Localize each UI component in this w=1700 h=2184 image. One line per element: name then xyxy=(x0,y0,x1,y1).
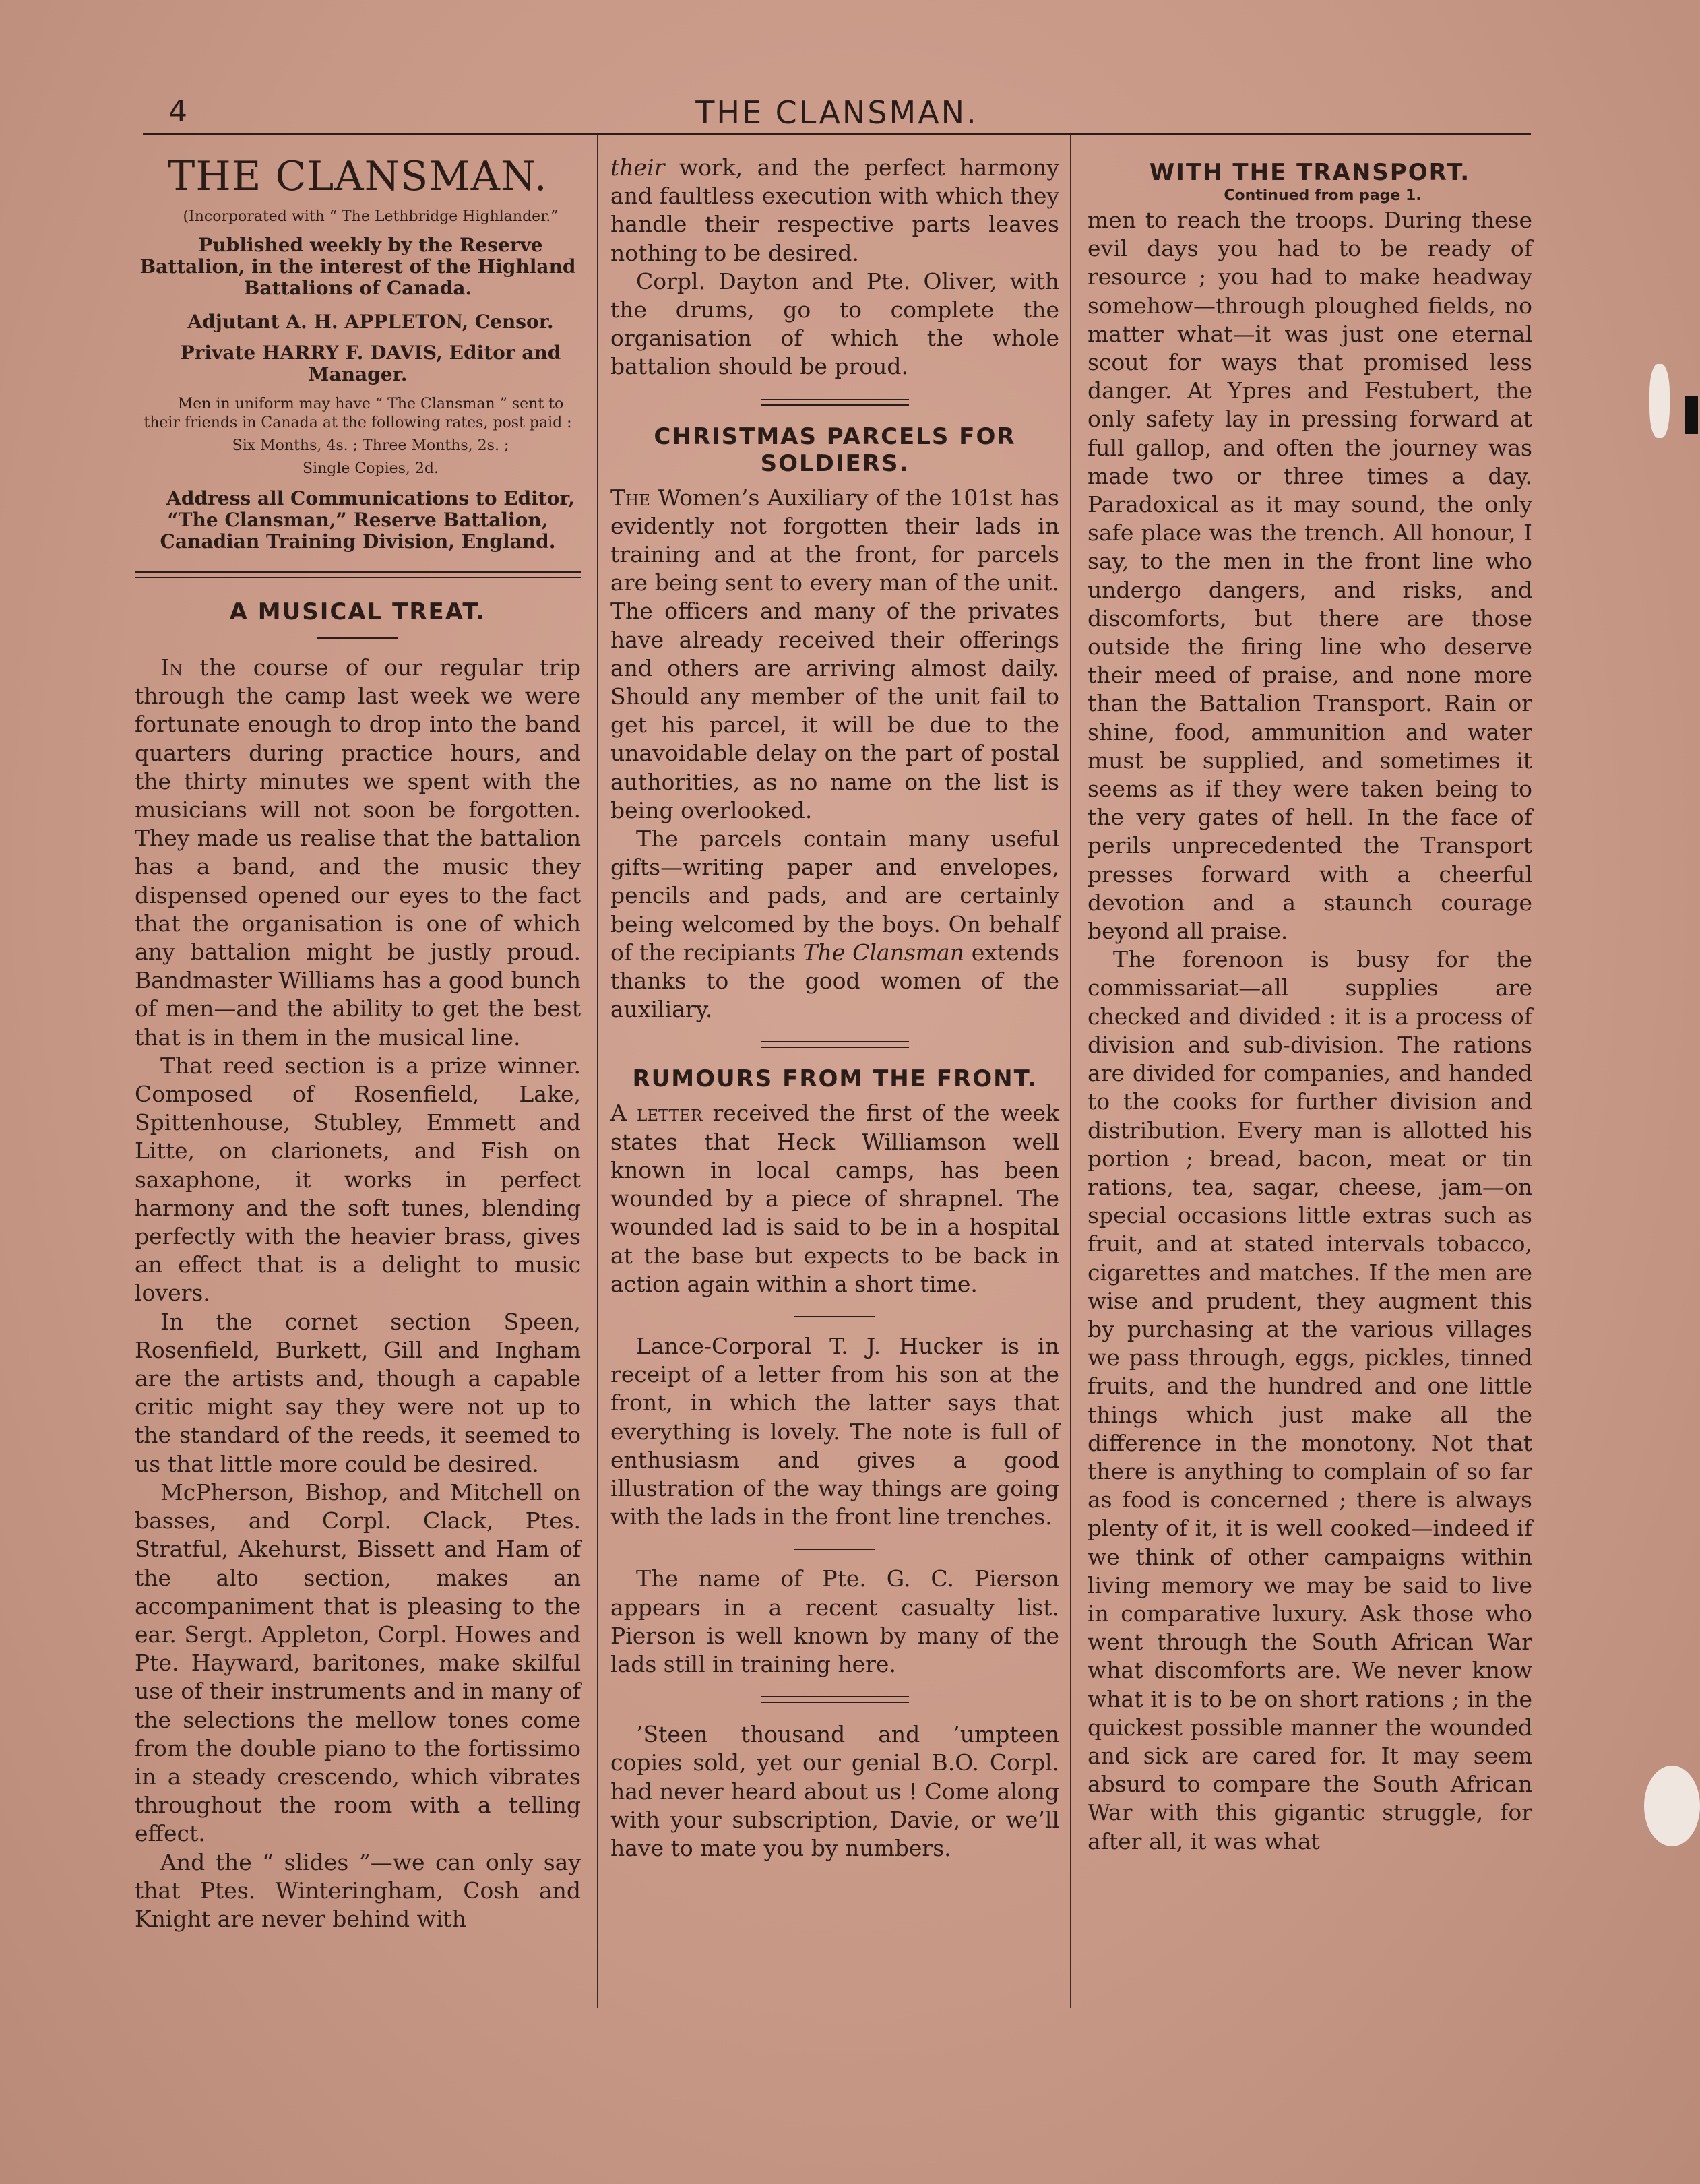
lead-words: A letter xyxy=(610,1100,703,1127)
paragraph: The forenoon is busy for the commissariat—all supplies are checked and divided : it is a process of division and sub-division. The rations are divided for companies, and handed to the cooks for further division and distribution. Every man is allotted his portion ; bread, bacon, meat or tin rations, tea, sagar, cheese, jam—on special occasions little extras such as fruit, and at stated intervals tobacco, cigarettes and matches. If the men are wise and prudent, they augment this by purchasing at the various villages we pass through, eggs, pickles, tinned fruits, and the hundred and one little things which just make all the difference in the monotony. Not that there is anything to complain of so far as food is concerned ; there is always plenty of it, it is well cooked—indeed if we think of other campaigns within living memory we may be said to live in comparative luxury. Ask those who went through the South African War what discomforts are. We never know what it is to be on short rations ; in the quickest possible manner the wounded and sick are cared for. It may seem absurd to compare the South African War with this gigantic struggle, for after all, it was what xyxy=(1088,946,1532,1854)
address-line: Address all Communications to Editor, “The Clansman,” Reserve Battalion, Canadian Training Division, England. xyxy=(160,487,575,553)
paragraph: McPherson, Bishop, and Mitchell on basses, and Corpl. Clack, Ptes. Stratful, Akehurst, Bissett and Ham of the alto section, makes an accompaniment that is pleasing to the ear. Sergt. Appleton, Corpl. Howes and Pte. Hayward, baritones, make skilful use of their instruments and in many of the selections the mellow tones come from the double piano to the fortissimo in a steady crescendo, which vibrates throughout the room with a telling effect. xyxy=(135,1478,581,1847)
paragraph: That reed section is a prize winner. Composed of Rosenfield, Lake, Spittenhouse, Stubley, Emmett and Litte, on clarionets, and Fish on saxaphone, it works in perfect harmony and the soft tunes, blending perfectly with the heavier brass, gives an effect that is a delight to music lovers. xyxy=(135,1052,581,1307)
separator-rule xyxy=(794,1316,875,1317)
rumours-heading: RUMOURS FROM THE FRONT. xyxy=(632,1065,1038,1093)
section-rule xyxy=(761,1696,909,1703)
lead-words: In xyxy=(160,654,183,681)
heading-rule xyxy=(317,637,398,639)
parcels-heading: CHRISTMAS PARCELS FOR SOLDIERS. xyxy=(654,423,1016,477)
column-1 xyxy=(135,154,581,1933)
rates-intro: Men in uniform may have “ The Clansman ” sent to their friends in Canada at the following rates, post paid : xyxy=(144,396,572,431)
box-title: THE CLANSMAN. xyxy=(168,153,548,200)
paragraph-text: Women’s Auxiliary of the 101st has evidently not forgotten their lads in training and at the front, for parcels are being sent to every man of the unit. The officers and many of the privates have already received their offerings and others are arriving almost daily. Should any member of the unit fail to get his parcel, it will be due to the unavoidable delay on the part of postal authorities, as no name on the list is being overlooked. xyxy=(610,484,1059,823)
paper-tear-mark xyxy=(1644,1766,1700,1846)
page-header xyxy=(143,94,1531,135)
paragraph-text: received the first of the week states that Heck Williamson well known in local camps, has been wounded by a piece of shrapnel. The wounded lad is said to be in a hospital at the base but expects to be back in action again within a short time. xyxy=(610,1100,1059,1297)
paragraph: In the cornet section Speen, Rosenfield, Burkett, Gill and Ingham are the artists and, though a capable critic might say they were not up to the standard of the reeds, it seemed to us that little more could be desired. xyxy=(135,1308,581,1477)
musical-heading: A MUSICAL TREAT. xyxy=(229,598,486,625)
paragraph xyxy=(610,825,1059,1024)
header-rule xyxy=(143,133,1531,135)
rates-line: Six Months, 4s. ; Three Months, 2s. ; xyxy=(232,437,509,454)
running-masthead: THE CLANSMAN. xyxy=(695,94,978,131)
paragraph: And the “ slides ”—we can only say that Ptes. Winteringham, Cosh and Knight are never behind with xyxy=(135,1848,581,1932)
section-rule xyxy=(761,1041,909,1048)
paragraph-text: work, and the perfect harmony and faultless execution with which they handle their respective parts leaves nothing to be desired. xyxy=(610,154,1059,266)
paragraph xyxy=(610,154,1059,268)
paragraph: Corpl. Dayton and Pte. Oliver, with the drums, go to complete the organisation of which the whole battalion should be proud. xyxy=(610,268,1059,380)
single-copies-line: Single Copies, 2d. xyxy=(303,460,439,477)
paragraph xyxy=(610,484,1059,825)
continued-note: Continued from page 1. xyxy=(1224,187,1422,204)
column-3 xyxy=(1088,154,1532,1856)
incorporated-note: (Incorporated with “ The Lethbridge Highlander.” xyxy=(183,208,559,225)
page-number: 4 xyxy=(168,94,187,129)
paragraph-text: the course of our regular trip through the camp last week we were fortunate enough to drop into the band quarters during practice hours, and the thirty minutes we spent with the musicians will not soon be forgotten. They made us realise that the battalion has a band, and the music they dispensed opened our eyes to the fact that the organisation is one of which any battalion might be justly proud. Bandmaster Williams has a good bunch of men—and the ability to get the best that is in them in the musical line. xyxy=(135,654,581,1051)
column-divider-2 xyxy=(1070,135,1071,2008)
section-rule xyxy=(761,399,909,406)
censor-line: Adjutant A. H. APPLETON, Censor. xyxy=(187,311,554,333)
emphasis: The Clansman xyxy=(802,939,964,966)
published-note: Published weekly by the Reserve Battalion, in the interest of the Highland Battalions of Canada. xyxy=(139,234,576,299)
paragraph-text: extends thanks to the good women of the auxiliary. xyxy=(610,939,1060,1023)
edge-shadow-mark xyxy=(1685,396,1698,434)
paragraph xyxy=(610,1099,1059,1298)
lead-words: The xyxy=(610,484,650,511)
paragraph: The name of Pte. G. C. Pierson appears in a recent casualty list. Pierson is well known by many of the lads still in training here. xyxy=(610,1565,1059,1677)
box-rule xyxy=(135,571,581,578)
masthead-box xyxy=(135,155,581,553)
paragraph: Lance-Corporal T. J. Hucker is in receipt of a letter from his son at the front, in which the latter says that everything is lovely. The note is full of enthusiasm and gives a good illustration of the way things are going with the lads in the front line trenches. xyxy=(610,1332,1059,1530)
separator-rule xyxy=(794,1549,875,1550)
column-divider-1 xyxy=(597,135,598,2008)
paragraph: men to reach the troops. During these evil days you had to be ready of resource ; you had to make headway somehow—through ploughed fields, no matter what—it was just one eternal scout for ways that promised less danger. At Ypres and Festubert, the only safety lay in pressing forward at full gallop, and often the journey was made two or three times a day. Paradoxical as it may sound, the only safe place was the trench. All honour, I say, to the men in the front line who undergo dangers, and risks, and discomforts, but there are those outside the firing line who deserve their meed of praise, and none more than the Battalion Transport. Rain or shine, food, ammunition and water must be supplied, and sometimes it seems as if they were taken being to the very gates of hell. In the face of perils unprecedented the Transport presses forward with a cheerful devotion and a staunch courage beyond all praise. xyxy=(1088,207,1532,945)
editor-line: Private HARRY F. DAVIS, Editor and Manager. xyxy=(180,342,561,385)
emphasis: their xyxy=(610,154,665,181)
column-2 xyxy=(610,154,1059,1863)
paper-tear-mark xyxy=(1649,364,1670,438)
transport-heading: WITH THE TRANSPORT. xyxy=(1149,159,1471,186)
paragraph xyxy=(135,654,581,1052)
paragraph: ’Steen thousand and ’umpteen copies sold, yet our genial B.O. Corpl. had never heard about us ! Come along with your subscription, Davie, or we’ll have to mate you by numbers. xyxy=(610,1721,1059,1861)
paragraph-text: The parcels contain many useful gifts—writing paper and envelopes, pencils and pads, and are certainly being welcomed by the boys. On behalf of the recipiants xyxy=(610,825,1059,966)
